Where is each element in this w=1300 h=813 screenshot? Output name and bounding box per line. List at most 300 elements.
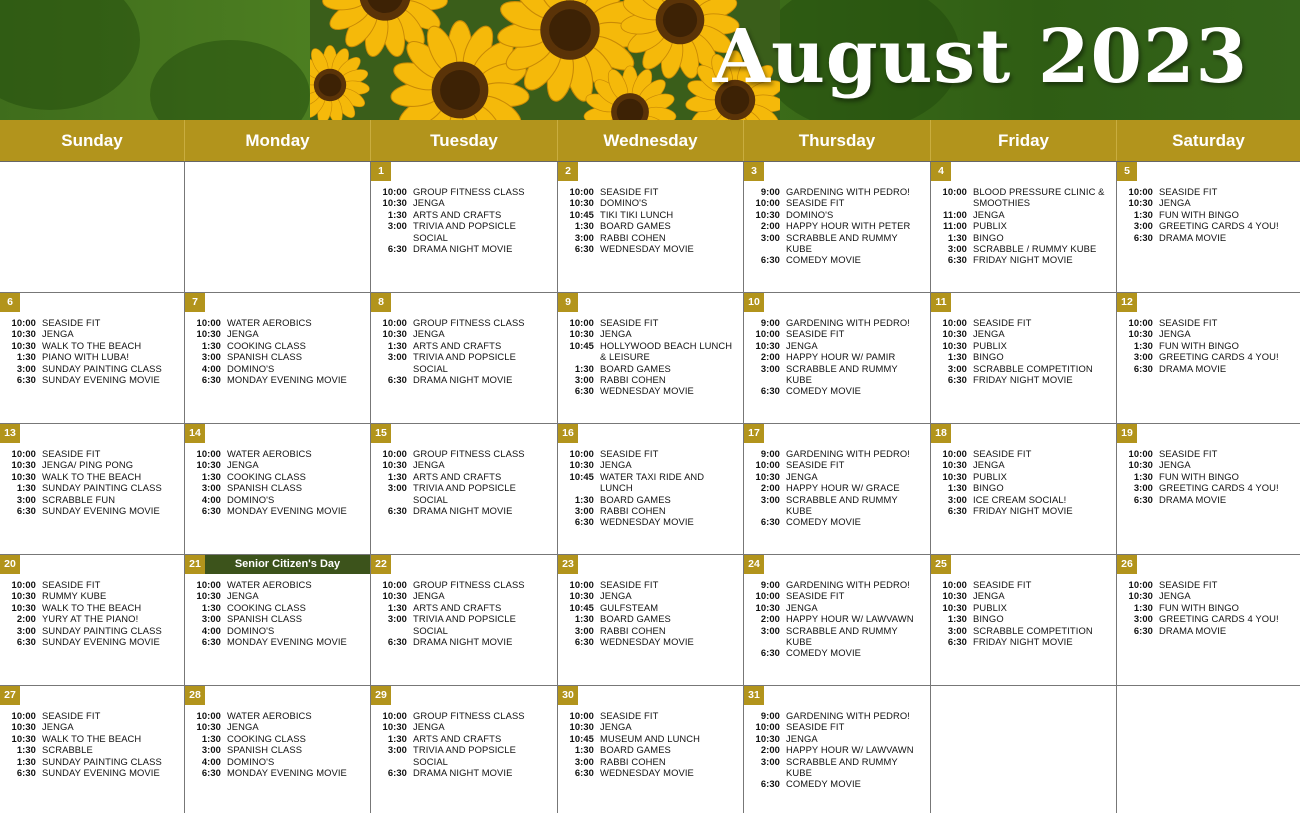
event-time: 3:00 bbox=[1133, 482, 1153, 494]
event-item bbox=[558, 471, 743, 494]
event-time: 10:30 bbox=[569, 197, 594, 209]
event-time: 9:00 bbox=[760, 579, 780, 590]
event-name: WEDNESDAY MOVIE bbox=[600, 516, 694, 528]
event-name: SUNDAY EVENING MOVIE bbox=[42, 505, 160, 517]
event-name: HAPPY HOUR W/ LAWVAWN bbox=[786, 613, 914, 625]
event-item bbox=[185, 721, 370, 732]
event-time: 10:30 bbox=[569, 459, 594, 471]
event-item bbox=[1117, 494, 1300, 505]
event-item bbox=[1117, 351, 1300, 362]
event-item bbox=[185, 471, 370, 482]
event-item bbox=[558, 744, 743, 755]
event-time: 3:00 bbox=[201, 613, 221, 625]
event-name: GARDENING WITH PEDRO! bbox=[786, 448, 910, 459]
event-list bbox=[558, 710, 743, 778]
day-number: 26 bbox=[1117, 555, 1137, 574]
day-cell bbox=[744, 555, 931, 686]
event-time: 3:00 bbox=[574, 624, 594, 636]
event-time: 10:30 bbox=[382, 590, 407, 602]
event-name: SEASIDE FIT bbox=[600, 710, 659, 721]
event-time: 10:00 bbox=[569, 710, 594, 721]
event-time: 10:00 bbox=[942, 317, 967, 328]
event-time: 10:45 bbox=[569, 208, 594, 220]
event-name: SEASIDE FIT bbox=[1159, 186, 1218, 197]
event-time: 10:00 bbox=[1128, 579, 1153, 590]
event-item bbox=[558, 613, 743, 624]
event-name: DRAMA NIGHT MOVIE bbox=[413, 243, 513, 255]
day-number: 11 bbox=[931, 293, 951, 312]
event-name: SEASIDE FIT bbox=[973, 317, 1032, 328]
event-item bbox=[185, 602, 370, 613]
event-time: 6:30 bbox=[574, 516, 594, 528]
event-item bbox=[558, 340, 743, 363]
event-name: JENGA bbox=[600, 459, 632, 471]
day-number: 5 bbox=[1117, 162, 1137, 181]
event-time: 3:00 bbox=[387, 482, 407, 494]
event-name: WEDNESDAY MOVIE bbox=[600, 767, 694, 779]
event-name: ARTS AND CRAFTS bbox=[413, 470, 502, 482]
event-list bbox=[558, 448, 743, 528]
event-item bbox=[931, 317, 1116, 328]
event-time: 9:00 bbox=[760, 448, 780, 459]
event-item bbox=[371, 197, 557, 208]
event-time: 10:45 bbox=[569, 601, 594, 613]
day-cell bbox=[185, 293, 371, 424]
event-name: WALK TO THE BEACH bbox=[42, 601, 142, 613]
event-time: 6:30 bbox=[1133, 231, 1153, 243]
event-time: 1:30 bbox=[387, 208, 407, 220]
event-item bbox=[558, 374, 743, 385]
event-time: 1:30 bbox=[16, 744, 36, 756]
event-item bbox=[744, 317, 930, 328]
event-name: JENGA bbox=[973, 590, 1005, 602]
weekday-friday: Friday bbox=[931, 120, 1117, 161]
day-number: 19 bbox=[1117, 424, 1137, 443]
event-item bbox=[1117, 579, 1300, 590]
event-time: 10:30 bbox=[569, 328, 594, 340]
day-number: 24 bbox=[744, 555, 764, 574]
event-time: 2:00 bbox=[760, 613, 780, 625]
event-time: 10:00 bbox=[196, 448, 221, 459]
event-item bbox=[0, 579, 184, 590]
day-cell bbox=[931, 162, 1117, 293]
event-item bbox=[1117, 363, 1300, 374]
event-item bbox=[371, 209, 557, 220]
event-name: WATER AEROBICS bbox=[227, 448, 312, 459]
event-name: BOARD GAMES bbox=[600, 744, 671, 756]
event-time: 10:00 bbox=[11, 448, 36, 459]
event-name: JENGA bbox=[1159, 459, 1191, 471]
event-time: 3:00 bbox=[947, 362, 967, 374]
day-cell bbox=[744, 293, 931, 424]
event-time: 10:00 bbox=[382, 317, 407, 328]
event-item bbox=[1117, 317, 1300, 328]
event-item bbox=[371, 744, 557, 767]
event-time: 3:00 bbox=[16, 624, 36, 636]
event-item bbox=[0, 710, 184, 721]
event-list bbox=[744, 579, 930, 659]
event-item bbox=[1117, 590, 1300, 601]
event-time: 6:30 bbox=[201, 374, 221, 386]
weekday-tuesday: Tuesday bbox=[371, 120, 558, 161]
event-name: SEASIDE FIT bbox=[1159, 448, 1218, 459]
event-name: BINGO bbox=[973, 482, 1004, 494]
event-time: 10:30 bbox=[382, 721, 407, 733]
day-number: 29 bbox=[371, 686, 391, 705]
event-time: 1:30 bbox=[947, 351, 967, 363]
event-name: SPANISH CLASS bbox=[227, 482, 303, 494]
weekday-header-row bbox=[0, 120, 1300, 161]
event-list bbox=[0, 579, 184, 647]
event-name: ARTS AND CRAFTS bbox=[413, 601, 502, 613]
calendar-grid bbox=[0, 161, 1300, 813]
event-time: 3:00 bbox=[387, 220, 407, 232]
event-list bbox=[744, 317, 930, 397]
day-cell bbox=[371, 293, 558, 424]
event-name: FRIDAY NIGHT MOVIE bbox=[973, 505, 1073, 517]
event-item bbox=[558, 767, 743, 778]
event-name: SUNDAY PAINTING CLASS bbox=[42, 362, 162, 374]
event-item bbox=[0, 494, 184, 505]
event-time: 10:00 bbox=[196, 317, 221, 328]
event-time: 2:00 bbox=[760, 482, 780, 494]
event-item bbox=[185, 613, 370, 624]
event-item bbox=[931, 363, 1116, 374]
event-item bbox=[744, 744, 930, 755]
event-time: 3:00 bbox=[760, 755, 780, 767]
event-name: SEASIDE FIT bbox=[1159, 579, 1218, 590]
event-time: 10:00 bbox=[382, 579, 407, 590]
sunflower-image bbox=[310, 0, 780, 120]
event-time: 1:30 bbox=[1133, 470, 1153, 482]
event-name: SUNDAY EVENING MOVIE bbox=[42, 636, 160, 648]
event-time: 6:30 bbox=[760, 778, 780, 790]
event-name: FUN WITH BINGO bbox=[1159, 208, 1240, 220]
event-item bbox=[1117, 340, 1300, 351]
event-name: JENGA bbox=[600, 721, 632, 733]
event-name: WATER AEROBICS bbox=[227, 317, 312, 328]
event-name: DRAMA MOVIE bbox=[1159, 362, 1227, 374]
event-name: TRIVIA AND POPSICLE SOCIAL bbox=[413, 220, 516, 243]
event-time: 2:00 bbox=[760, 744, 780, 756]
event-time: 1:30 bbox=[16, 351, 36, 363]
event-name: COMEDY MOVIE bbox=[786, 778, 861, 790]
event-item bbox=[558, 721, 743, 732]
event-name: DRAMA NIGHT MOVIE bbox=[413, 636, 513, 648]
event-item bbox=[185, 482, 370, 493]
event-time: 1:30 bbox=[1133, 339, 1153, 351]
event-name: DRAMA MOVIE bbox=[1159, 231, 1227, 243]
event-name: RABBI COHEN bbox=[600, 231, 666, 243]
day-number: 20 bbox=[0, 555, 20, 574]
event-item bbox=[371, 505, 557, 516]
event-item bbox=[931, 459, 1116, 470]
event-item bbox=[371, 590, 557, 601]
event-item bbox=[1117, 448, 1300, 459]
event-name: COMEDY MOVIE bbox=[786, 254, 861, 266]
event-name: SEASIDE FIT bbox=[786, 459, 845, 471]
empty-day-cell bbox=[0, 162, 185, 293]
event-time: 1:30 bbox=[1133, 208, 1153, 220]
event-item bbox=[744, 471, 930, 482]
event-name: SCRABBLE COMPETITION bbox=[973, 624, 1093, 636]
event-name: FUN WITH BINGO bbox=[1159, 339, 1240, 351]
event-name: HAPPY HOUR W/ PAMIR bbox=[786, 351, 896, 363]
event-time: 6:30 bbox=[760, 385, 780, 397]
event-name: TIKI TIKI LUNCH bbox=[600, 208, 674, 220]
event-name: PUBLIX bbox=[973, 601, 1007, 613]
event-name: WALK TO THE BEACH bbox=[42, 470, 142, 482]
event-item bbox=[1117, 220, 1300, 231]
event-name: RABBI COHEN bbox=[600, 755, 666, 767]
event-item bbox=[0, 351, 184, 362]
event-item bbox=[371, 733, 557, 744]
event-time: 3:00 bbox=[201, 482, 221, 494]
event-list bbox=[1117, 579, 1300, 636]
event-time: 3:00 bbox=[574, 231, 594, 243]
event-name: PUBLIX bbox=[973, 470, 1007, 482]
event-time: 10:30 bbox=[755, 601, 780, 613]
event-time: 10:30 bbox=[11, 732, 36, 744]
event-item bbox=[558, 710, 743, 721]
event-item bbox=[185, 494, 370, 505]
day-number: 30 bbox=[558, 686, 578, 705]
event-item bbox=[931, 340, 1116, 351]
event-item bbox=[744, 516, 930, 527]
event-name: SUNDAY PAINTING CLASS bbox=[42, 482, 162, 494]
event-item bbox=[371, 340, 557, 351]
event-time: 10:00 bbox=[11, 579, 36, 590]
event-name: DOMINO'S bbox=[227, 755, 275, 767]
event-name: JENGA bbox=[227, 590, 259, 602]
event-item bbox=[0, 733, 184, 744]
event-time: 10:00 bbox=[569, 448, 594, 459]
event-time: 10:30 bbox=[755, 470, 780, 482]
event-item bbox=[744, 482, 930, 493]
event-time: 6:30 bbox=[760, 647, 780, 659]
event-item bbox=[931, 590, 1116, 601]
event-name: JENGA bbox=[413, 197, 445, 209]
event-time: 10:30 bbox=[196, 590, 221, 602]
event-item bbox=[744, 590, 930, 601]
event-name: SEASIDE FIT bbox=[786, 590, 845, 602]
event-name: DOMINO'S bbox=[227, 493, 275, 505]
event-item bbox=[371, 374, 557, 385]
day-cell bbox=[185, 424, 371, 555]
event-name: DOMINO'S bbox=[227, 362, 275, 374]
event-name: BINGO bbox=[973, 231, 1004, 243]
weekday-thursday: Thursday bbox=[744, 120, 931, 161]
event-name: GROUP FITNESS CLASS bbox=[413, 448, 525, 459]
event-item bbox=[0, 505, 184, 516]
event-time: 1:30 bbox=[574, 220, 594, 232]
event-item bbox=[0, 482, 184, 493]
event-name: SCRABBLE AND RUMMY KUBE bbox=[786, 624, 898, 648]
event-item bbox=[371, 636, 557, 647]
event-item bbox=[0, 374, 184, 385]
day-number: 1 bbox=[371, 162, 391, 181]
event-time: 6:30 bbox=[574, 243, 594, 255]
day-cell bbox=[558, 555, 744, 686]
event-list bbox=[371, 186, 557, 254]
event-item bbox=[931, 636, 1116, 647]
event-name: SEASIDE FIT bbox=[42, 579, 101, 590]
day-cell bbox=[1117, 293, 1300, 424]
event-item bbox=[931, 471, 1116, 482]
event-time: 10:30 bbox=[942, 328, 967, 340]
day-cell bbox=[558, 293, 744, 424]
event-time: 6:30 bbox=[387, 243, 407, 255]
event-item bbox=[931, 613, 1116, 624]
event-item bbox=[558, 243, 743, 254]
day-number: 4 bbox=[931, 162, 951, 181]
event-item bbox=[185, 579, 370, 590]
event-item bbox=[744, 340, 930, 351]
event-item bbox=[744, 254, 930, 265]
event-name: JENGA bbox=[786, 732, 818, 744]
event-item bbox=[744, 579, 930, 590]
event-name: MONDAY EVENING MOVIE bbox=[227, 374, 347, 386]
event-time: 10:30 bbox=[569, 721, 594, 733]
event-name: DOMINO'S bbox=[600, 197, 648, 209]
event-name: SEASIDE FIT bbox=[600, 579, 659, 590]
event-time: 6:30 bbox=[16, 505, 36, 517]
event-name: JENGA bbox=[973, 459, 1005, 471]
day-cell bbox=[558, 686, 744, 813]
event-item bbox=[744, 232, 930, 255]
event-item bbox=[1117, 328, 1300, 339]
event-item bbox=[1117, 459, 1300, 470]
event-name: JENGA bbox=[227, 328, 259, 340]
event-name: SEASIDE FIT bbox=[786, 328, 845, 340]
event-item bbox=[185, 340, 370, 351]
event-time: 4:00 bbox=[201, 362, 221, 374]
event-name: JENGA/ PING PONG bbox=[42, 459, 134, 471]
day-number: 17 bbox=[744, 424, 764, 443]
event-name: MONDAY EVENING MOVIE bbox=[227, 767, 347, 779]
event-item bbox=[185, 317, 370, 328]
event-time: 10:30 bbox=[11, 459, 36, 471]
event-item bbox=[558, 317, 743, 328]
event-item bbox=[744, 733, 930, 744]
event-name: SEASIDE FIT bbox=[600, 448, 659, 459]
event-item bbox=[931, 625, 1116, 636]
day-number: 10 bbox=[744, 293, 764, 312]
event-item bbox=[1117, 186, 1300, 197]
event-time: 1:30 bbox=[387, 470, 407, 482]
day-cell bbox=[931, 293, 1117, 424]
event-time: 10:30 bbox=[11, 328, 36, 340]
event-item bbox=[931, 482, 1116, 493]
empty-day-cell bbox=[931, 686, 1117, 813]
event-name: COMEDY MOVIE bbox=[786, 385, 861, 397]
event-time: 6:30 bbox=[16, 374, 36, 386]
day-cell bbox=[371, 162, 558, 293]
event-name: FRIDAY NIGHT MOVIE bbox=[973, 636, 1073, 648]
event-name: RUMMY KUBE bbox=[42, 590, 107, 602]
event-time: 1:30 bbox=[947, 482, 967, 494]
event-name: PUBLIX bbox=[973, 220, 1007, 232]
event-time: 10:30 bbox=[1128, 328, 1153, 340]
event-time: 10:00 bbox=[942, 579, 967, 590]
event-name: SEASIDE FIT bbox=[600, 186, 659, 197]
event-time: 10:30 bbox=[942, 459, 967, 471]
event-time: 10:00 bbox=[1128, 317, 1153, 328]
event-item bbox=[931, 494, 1116, 505]
event-item bbox=[371, 328, 557, 339]
event-name: GREETING CARDS 4 YOU! bbox=[1159, 351, 1279, 363]
event-name: SEASIDE FIT bbox=[1159, 317, 1218, 328]
event-time: 10:00 bbox=[755, 197, 780, 209]
event-name: SCRABBLE AND RUMMY KUBE bbox=[786, 231, 898, 255]
event-name: GREETING CARDS 4 YOU! bbox=[1159, 482, 1279, 494]
event-name: JENGA bbox=[600, 590, 632, 602]
event-time: 3:00 bbox=[947, 624, 967, 636]
day-cell bbox=[931, 555, 1117, 686]
event-item bbox=[744, 778, 930, 789]
day-cell bbox=[185, 555, 371, 686]
event-item bbox=[0, 602, 184, 613]
event-name: BOARD GAMES bbox=[600, 362, 671, 374]
event-time: 3:00 bbox=[574, 505, 594, 517]
event-item bbox=[744, 494, 930, 517]
event-item bbox=[744, 625, 930, 648]
event-time: 3:00 bbox=[387, 613, 407, 625]
event-time: 6:30 bbox=[947, 254, 967, 266]
event-name: GARDENING WITH PEDRO! bbox=[786, 710, 910, 721]
event-name: WEDNESDAY MOVIE bbox=[600, 243, 694, 255]
header-banner bbox=[0, 0, 1300, 120]
event-time: 10:30 bbox=[196, 459, 221, 471]
event-name: TRIVIA AND POPSICLE SOCIAL bbox=[413, 351, 516, 374]
special-event-banner: Senior Citizen's Day bbox=[205, 555, 370, 574]
event-name: BOARD GAMES bbox=[600, 220, 671, 232]
event-name: ARTS AND CRAFTS bbox=[413, 208, 502, 220]
event-name: SCRABBLE AND RUMMY KUBE bbox=[786, 362, 898, 386]
event-item bbox=[558, 602, 743, 613]
event-time: 10:00 bbox=[11, 317, 36, 328]
event-item bbox=[744, 363, 930, 386]
event-time: 10:30 bbox=[11, 339, 36, 351]
event-item bbox=[744, 647, 930, 658]
event-item bbox=[371, 243, 557, 254]
event-name: YURY AT THE PIANO! bbox=[42, 613, 139, 625]
event-name: JENGA bbox=[413, 590, 445, 602]
event-name: COOKING CLASS bbox=[227, 601, 306, 613]
event-time: 6:30 bbox=[574, 385, 594, 397]
event-time: 1:30 bbox=[201, 732, 221, 744]
day-number: 8 bbox=[371, 293, 391, 312]
event-time: 10:30 bbox=[755, 208, 780, 220]
event-time: 1:30 bbox=[947, 231, 967, 243]
event-name: SPANISH CLASS bbox=[227, 351, 303, 363]
event-time: 6:30 bbox=[1133, 362, 1153, 374]
event-item bbox=[744, 756, 930, 779]
event-name: SUNDAY PAINTING CLASS bbox=[42, 755, 162, 767]
event-time: 1:30 bbox=[574, 744, 594, 756]
event-item bbox=[931, 232, 1116, 243]
event-name: HAPPY HOUR W/ LAWVAWN bbox=[786, 744, 914, 756]
event-time: 3:00 bbox=[574, 374, 594, 386]
event-time: 10:30 bbox=[196, 721, 221, 733]
event-time: 4:00 bbox=[201, 493, 221, 505]
event-name: WATER AEROBICS bbox=[227, 710, 312, 721]
event-name: MONDAY EVENING MOVIE bbox=[227, 505, 347, 517]
event-name: MUSEUM AND LUNCH bbox=[600, 732, 701, 744]
event-list bbox=[185, 317, 370, 385]
day-cell bbox=[0, 293, 185, 424]
event-name: RABBI COHEN bbox=[600, 505, 666, 517]
